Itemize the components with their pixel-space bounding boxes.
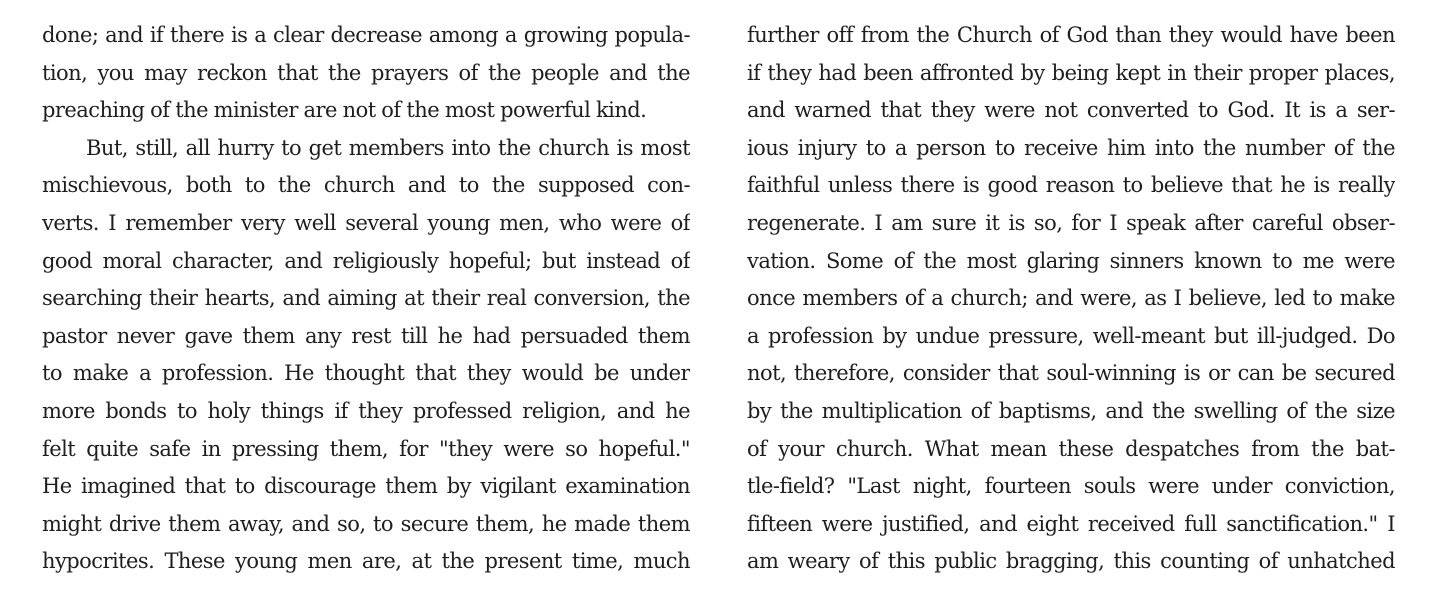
text-line: vation. Some of the most glaring sinners known to me were <box>747 248 1395 273</box>
text-line: preaching of the minister are not of the most powerful kind. <box>42 98 647 123</box>
text-line: But, still, all hurry to get members into the church is most <box>86 135 690 160</box>
text-line: pastor never gave them any rest till he had persuaded them <box>42 323 690 348</box>
text-line: hypocrites. These young men are, at the present time, much <box>42 549 690 574</box>
text-line: fifteen were justified, and eight received full sanctification." I <box>747 511 1395 536</box>
text-line: further off from the Church of God than they would have been <box>747 23 1395 47</box>
text-line: ious injury to a person to receive him into the number of the <box>747 135 1395 160</box>
left-text-column <box>42 17 690 581</box>
text-line: once members of a church; and were, as I believe, led to make <box>747 286 1395 311</box>
text-line: searching their hearts, and aiming at their real conversion, the <box>42 286 690 311</box>
text-line: by the multiplication of baptisms, and the swelling of the size <box>747 398 1395 423</box>
text-line: regenerate. I am sure it is so, for I speak after careful obser- <box>747 210 1395 235</box>
text-line: done; and if there is a clear decrease among a growing popula- <box>42 23 690 47</box>
text-line: am weary of this public bragging, this counting of unhatched <box>747 549 1395 574</box>
text-line: good moral character, and religiously hopeful; but instead of <box>42 248 690 273</box>
text-line: tion, you may reckon that the prayers of the people and the <box>42 60 690 85</box>
text-line: tle-field? "Last night, fourteen souls were under conviction, <box>747 474 1395 499</box>
text-line: verts. I remember very well several young men, who were of <box>42 210 690 235</box>
right-text-column <box>747 17 1395 581</box>
text-line: of your church. What mean these despatches from the bat- <box>747 436 1395 461</box>
text-line: He imagined that to discourage them by vigilant examination <box>42 474 690 499</box>
text-line: mischievous, both to the church and to the supposed con- <box>42 173 690 198</box>
text-line: a profession by undue pressure, well-meant but ill-judged. Do <box>747 323 1395 348</box>
text-line: and warned that they were not converted to God. It is a ser- <box>747 98 1395 123</box>
text-line: not, therefore, consider that soul-winning is or can be secured <box>747 361 1395 386</box>
text-line: felt quite safe in pressing them, for "they were so hopeful." <box>42 436 690 461</box>
text-line: more bonds to holy things if they professed religion, and he <box>42 398 690 423</box>
text-line: to make a profession. He thought that they would be under <box>42 361 690 386</box>
text-line: faithful unless there is good reason to believe that he is really <box>747 173 1395 198</box>
text-line: if they had been affronted by being kept in their proper places, <box>747 60 1395 85</box>
text-line: might drive them away, and so, to secure them, he made them <box>42 511 690 536</box>
